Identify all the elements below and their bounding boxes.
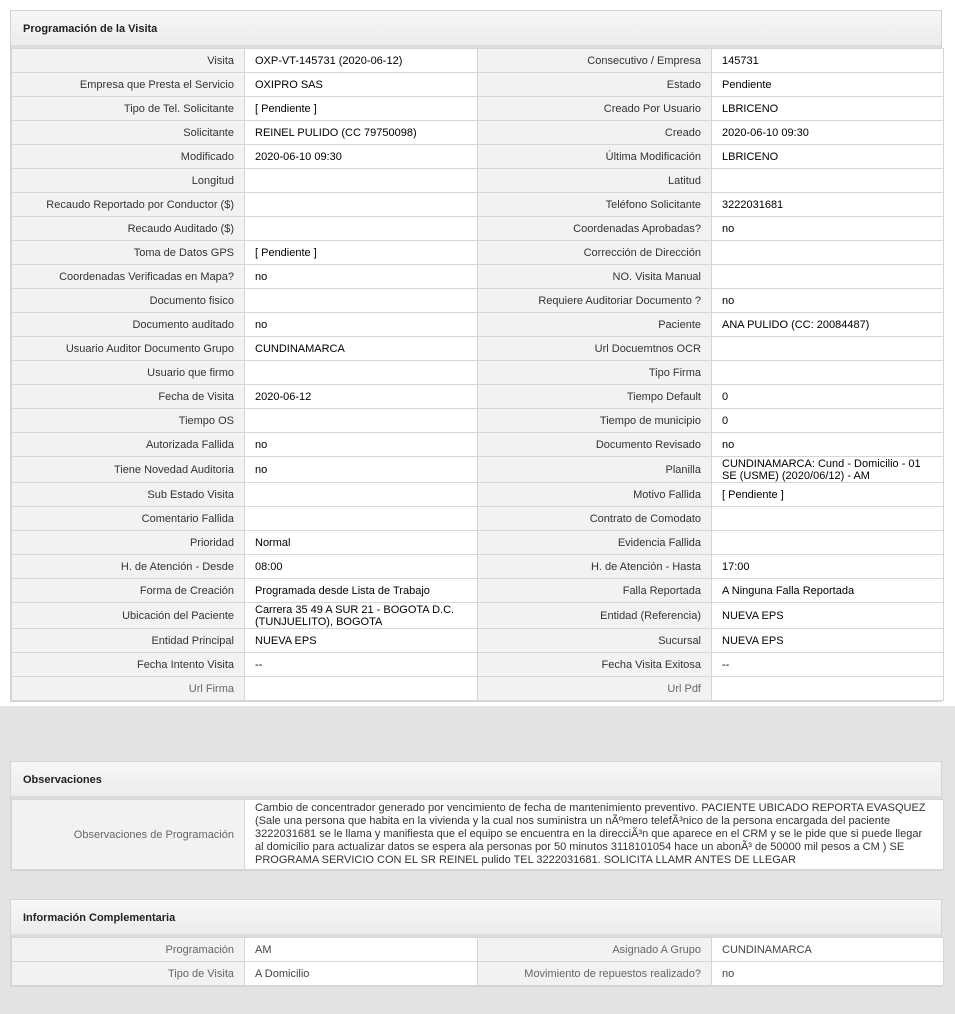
field-value bbox=[712, 169, 944, 193]
field-value: [ Pendiente ] bbox=[245, 97, 478, 121]
table-row bbox=[12, 677, 944, 701]
field-label: Tiempo de municipio bbox=[478, 409, 712, 433]
field-label: Última Modificación bbox=[478, 145, 712, 169]
field-label: Requiere Auditoriar Documento ? bbox=[478, 289, 712, 313]
field-value: 2020-06-10 09:30 bbox=[712, 121, 944, 145]
observaciones-title: Observaciones bbox=[11, 762, 941, 799]
table-row bbox=[12, 800, 944, 870]
field-label: Asignado A Grupo bbox=[478, 938, 712, 962]
field-label: Sub Estado Visita bbox=[12, 483, 245, 507]
field-label: Url Firma bbox=[12, 677, 245, 701]
table-row bbox=[12, 337, 944, 361]
field-label: Fecha de Visita bbox=[12, 385, 245, 409]
field-label: Movimiento de repuestos realizado? bbox=[478, 962, 712, 986]
field-label: NO. Visita Manual bbox=[478, 265, 712, 289]
field-label: H. de Atención - Desde bbox=[12, 555, 245, 579]
field-label: Ubicación del Paciente bbox=[12, 603, 245, 629]
table-row bbox=[12, 457, 944, 483]
field-label: Url Pdf bbox=[478, 677, 712, 701]
field-value: Carrera 35 49 A SUR 21 - BOGOTA D.C. (TUNJUELITO), BOGOTA bbox=[245, 603, 478, 629]
table-row bbox=[12, 265, 944, 289]
field-label: Modificado bbox=[12, 145, 245, 169]
field-label: Tiempo OS bbox=[12, 409, 245, 433]
field-value bbox=[245, 217, 478, 241]
field-label: Empresa que Presta el Servicio bbox=[12, 73, 245, 97]
table-row bbox=[12, 169, 944, 193]
field-label: Paciente bbox=[478, 313, 712, 337]
field-value bbox=[245, 677, 478, 701]
field-value: no bbox=[245, 265, 478, 289]
field-value bbox=[245, 193, 478, 217]
field-label: Creado bbox=[478, 121, 712, 145]
field-label: Creado Por Usuario bbox=[478, 97, 712, 121]
field-label: Recaudo Reportado por Conductor ($) bbox=[12, 193, 245, 217]
field-label: Entidad Principal bbox=[12, 629, 245, 653]
table-row bbox=[12, 49, 944, 73]
field-label: Visita bbox=[12, 49, 245, 73]
field-value bbox=[712, 507, 944, 531]
field-value bbox=[245, 507, 478, 531]
field-value bbox=[712, 361, 944, 385]
field-label: Solicitante bbox=[12, 121, 245, 145]
field-label: Latitud bbox=[478, 169, 712, 193]
field-value bbox=[245, 483, 478, 507]
field-label: Comentario Fallida bbox=[12, 507, 245, 531]
field-label: Estado bbox=[478, 73, 712, 97]
observaciones-text: Cambio de concentrador generado por vencimiento de fecha de mantenimiento preventivo. PACIENTE UBICADO REPORTA EVASQUEZ (Sale una persona que habita en la vivienda y la cual nos suministra un nÃºmero telefÃ³nico de la persona encargada del paciente 3222031681 se le llama y manifiesta que el equipo se encuentra en la direcciÃ³n que aparece en el CRM y se le pide que si puede llegar al domicilio para actualizar datos se espera ala personas por 50 minutos 3118101054 hace un abonÃ³ de 50000 mil pesos a CM ) SE PROGRAMA SERVICIO CON EL SR REINEL pulido TEL 3222031681. SOLICITA LLAMR ANTES DE LLEGAR bbox=[245, 800, 944, 870]
field-value: no bbox=[245, 313, 478, 337]
field-value: CUNDINAMARCA: Cund - Domicilio - 01 SE (USME) (2020/06/12) - AM bbox=[712, 457, 944, 483]
field-label: Autorizada Fallida bbox=[12, 433, 245, 457]
table-row bbox=[12, 629, 944, 653]
complementaria-table bbox=[11, 937, 944, 986]
field-label: H. de Atención - Hasta bbox=[478, 555, 712, 579]
field-value: CUNDINAMARCA bbox=[245, 337, 478, 361]
table-row bbox=[12, 241, 944, 265]
field-value: A Domicilio bbox=[245, 962, 478, 986]
field-value: NUEVA EPS bbox=[712, 603, 944, 629]
field-value: -- bbox=[245, 653, 478, 677]
field-label: Url Docuemtnos OCR bbox=[478, 337, 712, 361]
table-row bbox=[12, 409, 944, 433]
field-value: [ Pendiente ] bbox=[245, 241, 478, 265]
field-label: Coordenadas Aprobadas? bbox=[478, 217, 712, 241]
complementaria-section bbox=[10, 899, 942, 987]
field-value bbox=[245, 169, 478, 193]
field-value: Programada desde Lista de Trabajo bbox=[245, 579, 478, 603]
observaciones-section bbox=[10, 761, 942, 871]
field-label: Consecutivo / Empresa bbox=[478, 49, 712, 73]
table-row bbox=[12, 962, 944, 986]
table-row bbox=[12, 579, 944, 603]
field-value: [ Pendiente ] bbox=[712, 483, 944, 507]
field-value bbox=[712, 265, 944, 289]
field-value: 2020-06-12 bbox=[245, 385, 478, 409]
field-label: Sucursal bbox=[478, 629, 712, 653]
complementaria-title: Información Complementaria bbox=[11, 900, 941, 937]
field-value bbox=[712, 241, 944, 265]
table-row bbox=[12, 507, 944, 531]
field-label: Fecha Visita Exitosa bbox=[478, 653, 712, 677]
field-value: 08:00 bbox=[245, 555, 478, 579]
programacion-section bbox=[10, 10, 942, 702]
field-value: Pendiente bbox=[712, 73, 944, 97]
field-label: Tipo de Visita bbox=[12, 962, 245, 986]
field-value: A Ninguna Falla Reportada bbox=[712, 579, 944, 603]
field-value: 0 bbox=[712, 385, 944, 409]
field-value bbox=[245, 289, 478, 313]
field-label: Contrato de Comodato bbox=[478, 507, 712, 531]
field-value: 2020-06-10 09:30 bbox=[245, 145, 478, 169]
field-value: 3222031681 bbox=[712, 193, 944, 217]
field-label: Teléfono Solicitante bbox=[478, 193, 712, 217]
field-value: NUEVA EPS bbox=[712, 629, 944, 653]
field-value: NUEVA EPS bbox=[245, 629, 478, 653]
field-value: LBRICENO bbox=[712, 97, 944, 121]
table-row bbox=[12, 555, 944, 579]
field-value: no bbox=[245, 457, 478, 483]
field-value: LBRICENO bbox=[712, 145, 944, 169]
field-value: AM bbox=[245, 938, 478, 962]
table-row bbox=[12, 938, 944, 962]
field-label: Planilla bbox=[478, 457, 712, 483]
field-value bbox=[712, 531, 944, 555]
field-value bbox=[712, 677, 944, 701]
field-value: no bbox=[712, 433, 944, 457]
field-label: Falla Reportada bbox=[478, 579, 712, 603]
table-row bbox=[12, 483, 944, 507]
table-row bbox=[12, 361, 944, 385]
programacion-title: Programación de la Visita bbox=[11, 11, 941, 48]
field-value: 0 bbox=[712, 409, 944, 433]
field-value bbox=[245, 409, 478, 433]
table-row bbox=[12, 73, 944, 97]
programacion-table bbox=[11, 48, 944, 701]
field-label: Documento Revisado bbox=[478, 433, 712, 457]
field-label: Motivo Fallida bbox=[478, 483, 712, 507]
field-value: REINEL PULIDO (CC 79750098) bbox=[245, 121, 478, 145]
field-label: Tiempo Default bbox=[478, 385, 712, 409]
table-row bbox=[12, 433, 944, 457]
field-value: no bbox=[712, 217, 944, 241]
field-value: 17:00 bbox=[712, 555, 944, 579]
field-label: Tipo Firma bbox=[478, 361, 712, 385]
table-row bbox=[12, 385, 944, 409]
field-value bbox=[712, 337, 944, 361]
field-label: Prioridad bbox=[12, 531, 245, 555]
field-value: ANA PULIDO (CC: 20084487) bbox=[712, 313, 944, 337]
field-value: no bbox=[712, 962, 944, 986]
field-value: OXIPRO SAS bbox=[245, 73, 478, 97]
field-value: OXP-VT-145731 (2020-06-12) bbox=[245, 49, 478, 73]
table-row bbox=[12, 193, 944, 217]
field-label: Entidad (Referencia) bbox=[478, 603, 712, 629]
field-label: Corrección de Dirección bbox=[478, 241, 712, 265]
field-label: Coordenadas Verificadas en Mapa? bbox=[12, 265, 245, 289]
field-label: Usuario que firmo bbox=[12, 361, 245, 385]
field-value: -- bbox=[712, 653, 944, 677]
field-value: CUNDINAMARCA bbox=[712, 938, 944, 962]
field-value: Normal bbox=[245, 531, 478, 555]
table-row bbox=[12, 603, 944, 629]
field-value: 145731 bbox=[712, 49, 944, 73]
table-row bbox=[12, 97, 944, 121]
field-label: Programación bbox=[12, 938, 245, 962]
table-row bbox=[12, 217, 944, 241]
table-row bbox=[12, 289, 944, 313]
field-label: Recaudo Auditado ($) bbox=[12, 217, 245, 241]
observaciones-table bbox=[11, 799, 944, 870]
field-label: Longitud bbox=[12, 169, 245, 193]
field-label: Tiene Novedad Auditoria bbox=[12, 457, 245, 483]
field-value: no bbox=[245, 433, 478, 457]
table-row bbox=[12, 313, 944, 337]
table-row bbox=[12, 145, 944, 169]
field-label: Documento fisico bbox=[12, 289, 245, 313]
field-value: no bbox=[712, 289, 944, 313]
field-value bbox=[245, 361, 478, 385]
field-label: Fecha Intento Visita bbox=[12, 653, 245, 677]
table-row bbox=[12, 531, 944, 555]
field-label: Forma de Creación bbox=[12, 579, 245, 603]
field-label: Evidencia Fallida bbox=[478, 531, 712, 555]
field-label: Tipo de Tel. Solicitante bbox=[12, 97, 245, 121]
field-label: Usuario Auditor Documento Grupo bbox=[12, 337, 245, 361]
observaciones-label: Observaciones de Programación bbox=[12, 800, 245, 870]
table-row bbox=[12, 121, 944, 145]
field-label: Toma de Datos GPS bbox=[12, 241, 245, 265]
field-label: Documento auditado bbox=[12, 313, 245, 337]
table-row bbox=[12, 653, 944, 677]
